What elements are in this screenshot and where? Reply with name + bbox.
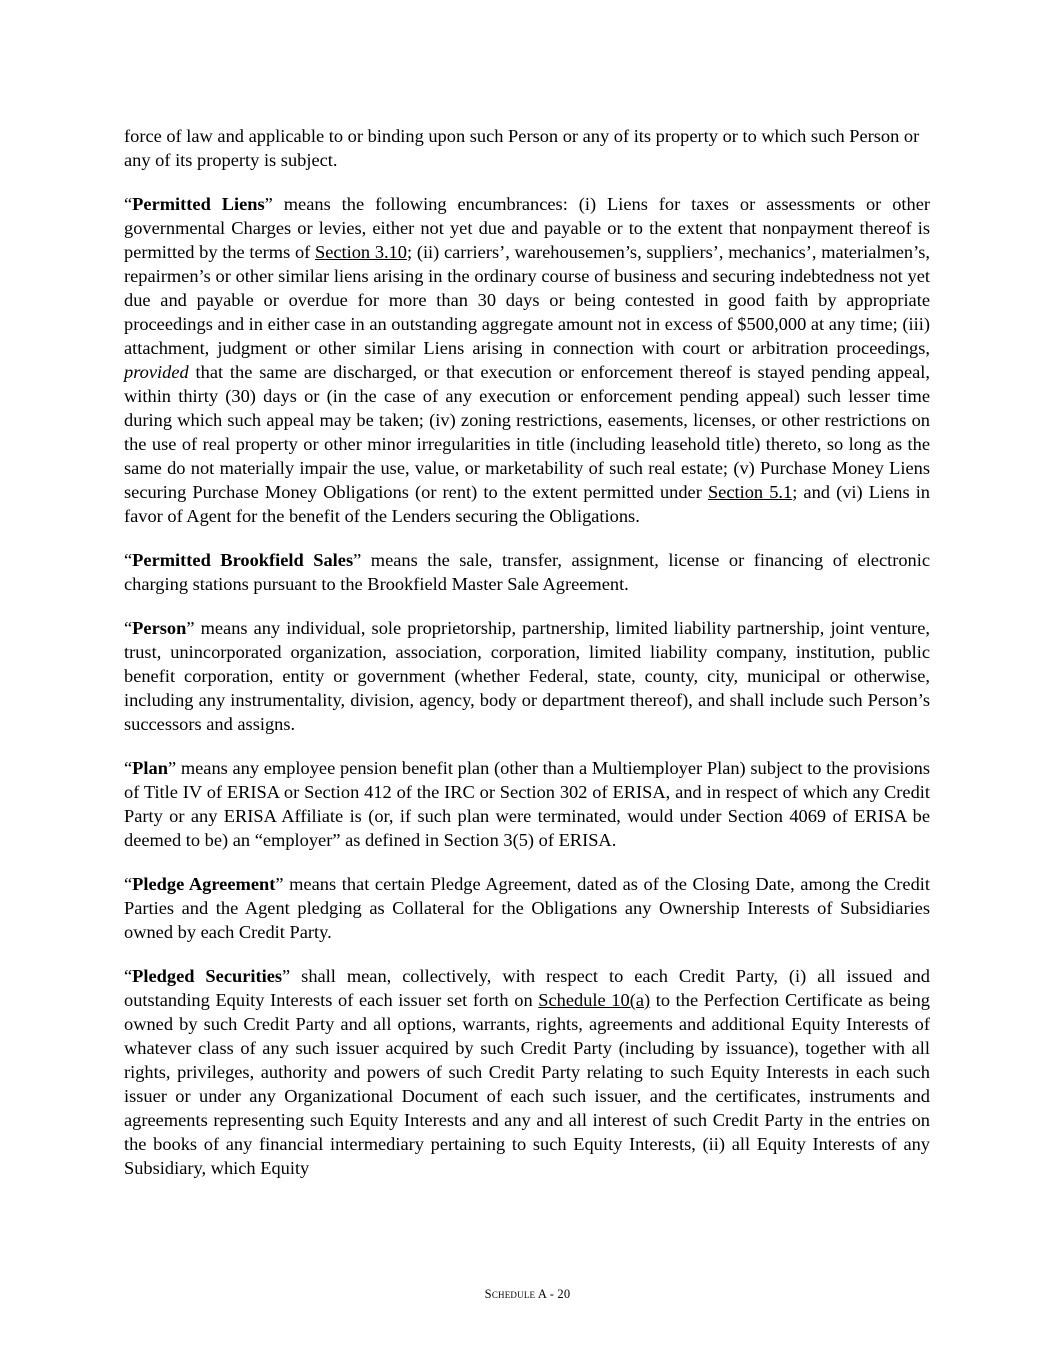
definition-pledge-agreement [124,872,930,944]
open-quote: “ [124,966,133,986]
open-quote: “ [124,758,133,778]
definition-pledged-securities [124,964,930,1180]
page-footer: Schedule A - 20 [484,1287,571,1301]
close-quote: ” [167,758,177,778]
section-reference-link[interactable]: Section 5.1 [707,482,793,502]
open-quote: “ [124,874,133,894]
definition-text: ; and (vi) Liens in favor of Agent for the benefit of the Lenders securing the Obligations. [124,482,931,526]
schedule-reference-link[interactable]: Schedule 10(a) [538,990,651,1010]
open-quote: “ [124,618,133,638]
defined-term: Permitted Liens [132,194,265,214]
defined-term: Person [132,618,187,638]
definition-plan [124,756,930,852]
definition-person [124,616,930,736]
definition-text: shall mean, collectively, with respect to each Credit Party, (i) all issued and outstanding Equity Interests of each issuer set forth on [124,966,930,1010]
italic-term: provided [124,362,189,382]
document-page [124,124,930,1200]
definition-permitted-liens [124,192,930,528]
close-quote: ” [282,966,291,986]
close-quote: ” [264,194,273,214]
definition-text: ; (ii) carriers’, warehousemen’s, suppliers’, mechanics’, materialmen’s, repairmen’s or other similar liens arising in the ordinary course of business and securing indebtedness not yet due and payable or overdue for more than 30 days or being contested in good faith by appropriate proceedings and in either case in an outstanding aggregate amount not in excess of $500,000 at any time; (iii) attachment, judgment or other similar Liens arising in connection with court or arbitration proceedings, [124,242,930,358]
continuation-paragraph: force of law and applicable to or binding upon such Person or any of its property or to which such Person or any of its property is subject. [124,126,920,170]
close-quote: ” [186,618,195,638]
defined-term: Pledged Securities [132,966,283,986]
definition-text: means the following encumbrances: (i) Liens for taxes or assessments or other governmental Charges or levies, either not yet due and payable or to the extent that nonpayment thereof is permitted by the terms of [124,194,930,262]
close-quote: ” [275,874,284,894]
open-quote: “ [124,194,133,214]
definition-text: that the same are discharged, or that execution or enforcement thereof is stayed pending appeal, within thirty (30) days or (in the case of any execution or enforcement pending appeal) such lesser time during which such appeal may be taken; (iv) zoning restrictions, easements, licenses, or other restrictions on the use of real property or other minor irregularities in title (including leasehold title) thereto, so long as the same do not materially impair the use, value, or marketability of such real estate; (v) Purchase Money Liens securing Purchase Money Obligations (or rent) to the extent permitted under [124,362,930,502]
open-quote: “ [124,550,133,570]
close-quote: ” [353,550,362,570]
defined-term: Plan [132,758,168,778]
definition-permitted-brookfield-sales [124,548,930,596]
definition-text: means that certain Pledge Agreement, dated as of the Closing Date, among the Credit Parties and the Agent pledging as Collateral for the Obligations any Ownership Interests of Subsidiaries owned by each Credit Party. [124,874,931,942]
defined-term: Permitted Brookfield Sales [132,550,354,570]
definition-text: to the Perfection Certificate as being owned by such Credit Party and all options, warrants, rights, agreements and additional Equity Interests of whatever class of any such issuer acquired by such Credit Party (including by issuance), together with all rights, privileges, authority and powers of such Credit Party relating to such Equity Interests in each such issuer or under any Organizational Document of each such issuer, and the certificates, instruments and agreements representing such Equity Interests and any and all interest of such Credit Party in the entries on the books of any financial intermediary pertaining to such Equity Interests, (ii) all Equity Interests of any Subsidiary, which Equity [124,990,930,1178]
defined-term: Pledge Agreement [132,874,276,894]
definition-text: means any individual, sole proprietorship, partnership, limited liability partnership, joint venture, trust, unincorporated organization, association, corporation, limited liability company, institution, public benefit corporation, entity or government (whether Federal, state, county, city, municipal or otherwise, including any instrumentality, division, agency, body or department thereof), and shall include such Person’s successors and assigns. [124,618,930,734]
definition-text: means any employee pension benefit plan (other than a Multiemployer Plan) subject to the provisions of Title IV of ERISA or Section 412 of the IRC or Section 302 of ERISA, and in respect of which any Credit Party or any ERISA Affiliate is (or, if such plan were terminated, would under Section 4069 of ERISA be deemed to be) an “employer” as defined in Section 3(5) of ERISA. [124,758,930,850]
section-reference-link[interactable]: Section 3.10 [314,242,408,262]
definition-text: means the sale, transfer, assignment, license or financing of electronic charging stations pursuant to the Brookfield Master Sale Agreement. [124,550,931,594]
